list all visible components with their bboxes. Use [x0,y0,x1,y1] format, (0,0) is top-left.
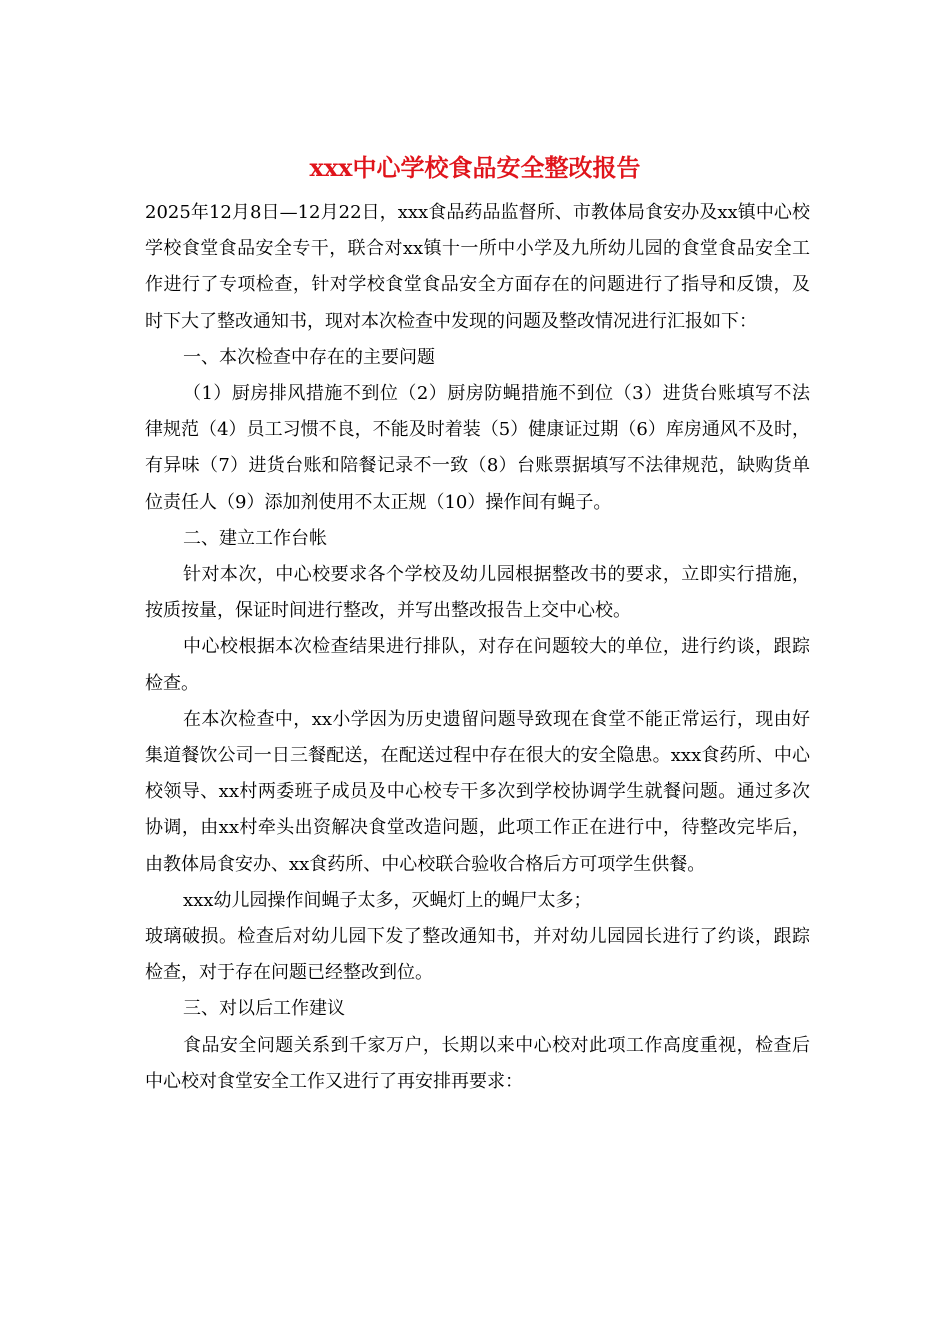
paragraph-intro: 2025年12月8日—12月22日，xxx食品药品监督所、市教体局食安办及xx镇中心校学校食堂食品安全专干，联合对xx镇十一所中小学及九所幼儿园的食堂食品安全工作进行了专项检查，针对学校食堂食品安全方面存在的问题进行了指导和反馈，及时下大了整改通知书，现对本次检查中发现的问题及整改情况进行汇报如下： [145,202,810,332]
paragraph-kindergarten-followup: 玻璃破损。检查后对幼儿园下发了整改通知书，并对幼儿园园长进行了约谈，跟踪检查，对于存在问题已经整改到位。 [145,926,810,984]
document-title: xxx中心学校食品安全整改报告 [309,153,641,182]
section-heading-1: 一、本次检查中存在的主要问题 [183,346,435,368]
paragraph-requirements: 针对本次，中心校要求各个学校及幼儿园根据整改书的要求，立即实行措施，按质按量，保证时间进行整改，并写出整改报告上交中心校。 [145,564,810,622]
paragraph-kindergarten-case: xxx幼儿园操作间蝇子太多，灭蝇灯上的蝇尸太多； [183,889,592,911]
paragraph-problems: （1）厨房排风措施不到位（2）厨房防蝇措施不到位（3）进货台账填写不法律规范（4）员工习惯不良，不能及时着装（5）健康证过期（6）库房通风不及时，有异味（7）进货台账和陪餐记录不一致（8）台账票据填写不法律规范，缺购货单位责任人（9）添加剂使用不太正规（10）操作间有蝇子。 [145,383,810,513]
paragraph-ranking: 中心校根据本次检查结果进行排队，对存在问题较大的单位，进行约谈，跟踪检查。 [145,636,810,694]
document-body [145,195,810,1100]
section-heading-2: 二、建立工作台帐 [183,527,327,549]
paragraph-school-case: 在本次检查中，xx小学因为历史遗留问题导致现在食堂不能正常运行，现由好集道餐饮公司一日三餐配送，在配送过程中存在很大的安全隐患。xxx食药所、中心校领导、xx村两委班子成员及中心校专干多次到学校协调学生就餐问题。通过多次协调，由xx村牵头出资解决食堂改造问题，此项工作正在进行中，待整改完毕后，由教体局食安办、xx食药所、中心校联合验收合格后方可项学生供餐。 [145,708,810,875]
section-heading-3: 三、对以后工作建议 [183,998,345,1020]
paragraph-suggestions: 食品安全问题关系到千家万户，长期以来中心校对此项工作高度重视，检查后中心校对食堂安全工作又进行了再安排再要求： [145,1034,810,1092]
